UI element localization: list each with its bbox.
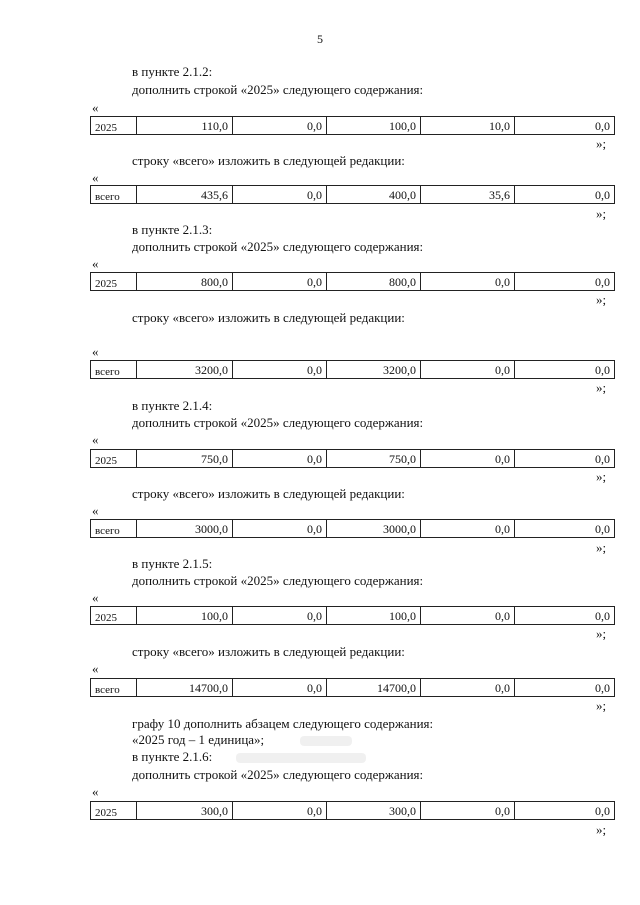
page-number: 5 xyxy=(317,32,323,46)
closing-quote: »; xyxy=(596,206,607,221)
table-cell: 0,0 xyxy=(515,520,615,538)
table-row xyxy=(91,186,615,204)
opening-quote: « xyxy=(92,590,99,605)
table-cell: 0,0 xyxy=(233,186,327,204)
table-cell-label: всего xyxy=(91,186,137,204)
instruction-line: строку «всего» изложить в следующей редакции: xyxy=(132,310,405,325)
table-cell: 0,0 xyxy=(421,607,515,625)
table-cell: 14700,0 xyxy=(327,679,421,697)
table-cell-label: 2025 xyxy=(91,117,137,135)
table-cell: 0,0 xyxy=(233,679,327,697)
data-row-table xyxy=(90,116,615,135)
instruction-line: дополнить строкой «2025» следующего содержания: xyxy=(132,82,424,97)
data-row-table xyxy=(90,606,615,625)
scan-smudge xyxy=(236,753,366,763)
scan-smudge xyxy=(300,736,352,746)
table-cell: 400,0 xyxy=(327,186,421,204)
table-cell: 0,0 xyxy=(515,273,615,291)
instruction-line: строку «всего» изложить в следующей редакции: xyxy=(132,153,405,168)
instruction-line: в пункте 2.1.3: xyxy=(132,222,213,237)
table-cell: 0,0 xyxy=(515,607,615,625)
table-cell-label: 2025 xyxy=(91,802,137,820)
table-cell: 0,0 xyxy=(233,450,327,468)
table-cell: 0,0 xyxy=(421,520,515,538)
table-row xyxy=(91,450,615,468)
closing-quote: »; xyxy=(596,822,607,837)
table-cell: 0,0 xyxy=(515,361,615,379)
instruction-line: в пункте 2.1.2: xyxy=(132,64,213,79)
data-row-table xyxy=(90,272,615,291)
opening-quote: « xyxy=(92,784,99,799)
instruction-line: дополнить строкой «2025» следующего содержания: xyxy=(132,415,424,430)
table-cell: 0,0 xyxy=(515,117,615,135)
data-row-table xyxy=(90,801,615,820)
table-cell: 0,0 xyxy=(421,361,515,379)
instruction-line: «2025 год – 1 единица»; xyxy=(132,732,265,747)
data-row-table xyxy=(90,185,615,204)
table-cell: 0,0 xyxy=(515,679,615,697)
table-row xyxy=(91,520,615,538)
closing-quote: »; xyxy=(596,136,607,151)
table-cell: 300,0 xyxy=(327,802,421,820)
table-cell: 800,0 xyxy=(327,273,421,291)
table-cell-label: 2025 xyxy=(91,607,137,625)
instruction-line: в пункте 2.1.6: xyxy=(132,749,213,764)
opening-quote: « xyxy=(92,344,99,359)
table-cell: 35,6 xyxy=(421,186,515,204)
closing-quote: »; xyxy=(596,626,607,641)
table-cell-label: 2025 xyxy=(91,450,137,468)
table-cell: 14700,0 xyxy=(137,679,233,697)
table-row xyxy=(91,802,615,820)
table-cell: 3200,0 xyxy=(327,361,421,379)
table-cell: 0,0 xyxy=(421,273,515,291)
table-cell: 0,0 xyxy=(233,361,327,379)
data-row-table xyxy=(90,449,615,468)
table-cell: 100,0 xyxy=(327,607,421,625)
opening-quote: « xyxy=(92,432,99,447)
table-cell-label: всего xyxy=(91,361,137,379)
table-cell: 750,0 xyxy=(327,450,421,468)
table-cell: 0,0 xyxy=(421,802,515,820)
table-cell: 100,0 xyxy=(137,607,233,625)
data-row-table xyxy=(90,360,615,379)
table-cell: 0,0 xyxy=(233,273,327,291)
instruction-line: дополнить строкой «2025» следующего содержания: xyxy=(132,767,424,782)
closing-quote: »; xyxy=(596,540,607,555)
data-row-table xyxy=(90,678,615,697)
table-cell: 435,6 xyxy=(137,186,233,204)
opening-quote: « xyxy=(92,256,99,271)
instruction-line: дополнить строкой «2025» следующего содержания: xyxy=(132,239,424,254)
opening-quote: « xyxy=(92,100,99,115)
table-cell-label: 2025 xyxy=(91,273,137,291)
closing-quote: »; xyxy=(596,292,607,307)
table-cell: 0,0 xyxy=(233,520,327,538)
table-row xyxy=(91,361,615,379)
table-row xyxy=(91,273,615,291)
table-cell: 3000,0 xyxy=(327,520,421,538)
table-cell: 750,0 xyxy=(137,450,233,468)
table-row xyxy=(91,117,615,135)
table-cell-label: всего xyxy=(91,679,137,697)
table-cell: 10,0 xyxy=(421,117,515,135)
table-cell: 0,0 xyxy=(515,186,615,204)
table-cell: 0,0 xyxy=(515,802,615,820)
table-cell: 3000,0 xyxy=(137,520,233,538)
table-cell: 0,0 xyxy=(515,450,615,468)
table-cell: 3200,0 xyxy=(137,361,233,379)
table-cell: 0,0 xyxy=(233,117,327,135)
instruction-line: в пункте 2.1.4: xyxy=(132,398,213,413)
opening-quote: « xyxy=(92,503,99,518)
data-row-table xyxy=(90,519,615,538)
table-cell: 0,0 xyxy=(233,802,327,820)
table-cell: 0,0 xyxy=(421,679,515,697)
instruction-line: графу 10 дополнить абзацем следующего содержания: xyxy=(132,716,434,731)
opening-quote: « xyxy=(92,170,99,185)
table-cell: 0,0 xyxy=(421,450,515,468)
instruction-line: в пункте 2.1.5: xyxy=(132,556,213,571)
table-row xyxy=(91,607,615,625)
closing-quote: »; xyxy=(596,380,607,395)
instruction-line: строку «всего» изложить в следующей редакции: xyxy=(132,486,405,501)
table-cell: 800,0 xyxy=(137,273,233,291)
table-cell: 300,0 xyxy=(137,802,233,820)
closing-quote: »; xyxy=(596,698,607,713)
instruction-line: строку «всего» изложить в следующей редакции: xyxy=(132,644,405,659)
closing-quote: »; xyxy=(596,469,607,484)
opening-quote: « xyxy=(92,661,99,676)
table-cell-label: всего xyxy=(91,520,137,538)
table-cell: 0,0 xyxy=(233,607,327,625)
table-row xyxy=(91,679,615,697)
instruction-line: дополнить строкой «2025» следующего содержания: xyxy=(132,573,424,588)
table-cell: 100,0 xyxy=(327,117,421,135)
table-cell: 110,0 xyxy=(137,117,233,135)
